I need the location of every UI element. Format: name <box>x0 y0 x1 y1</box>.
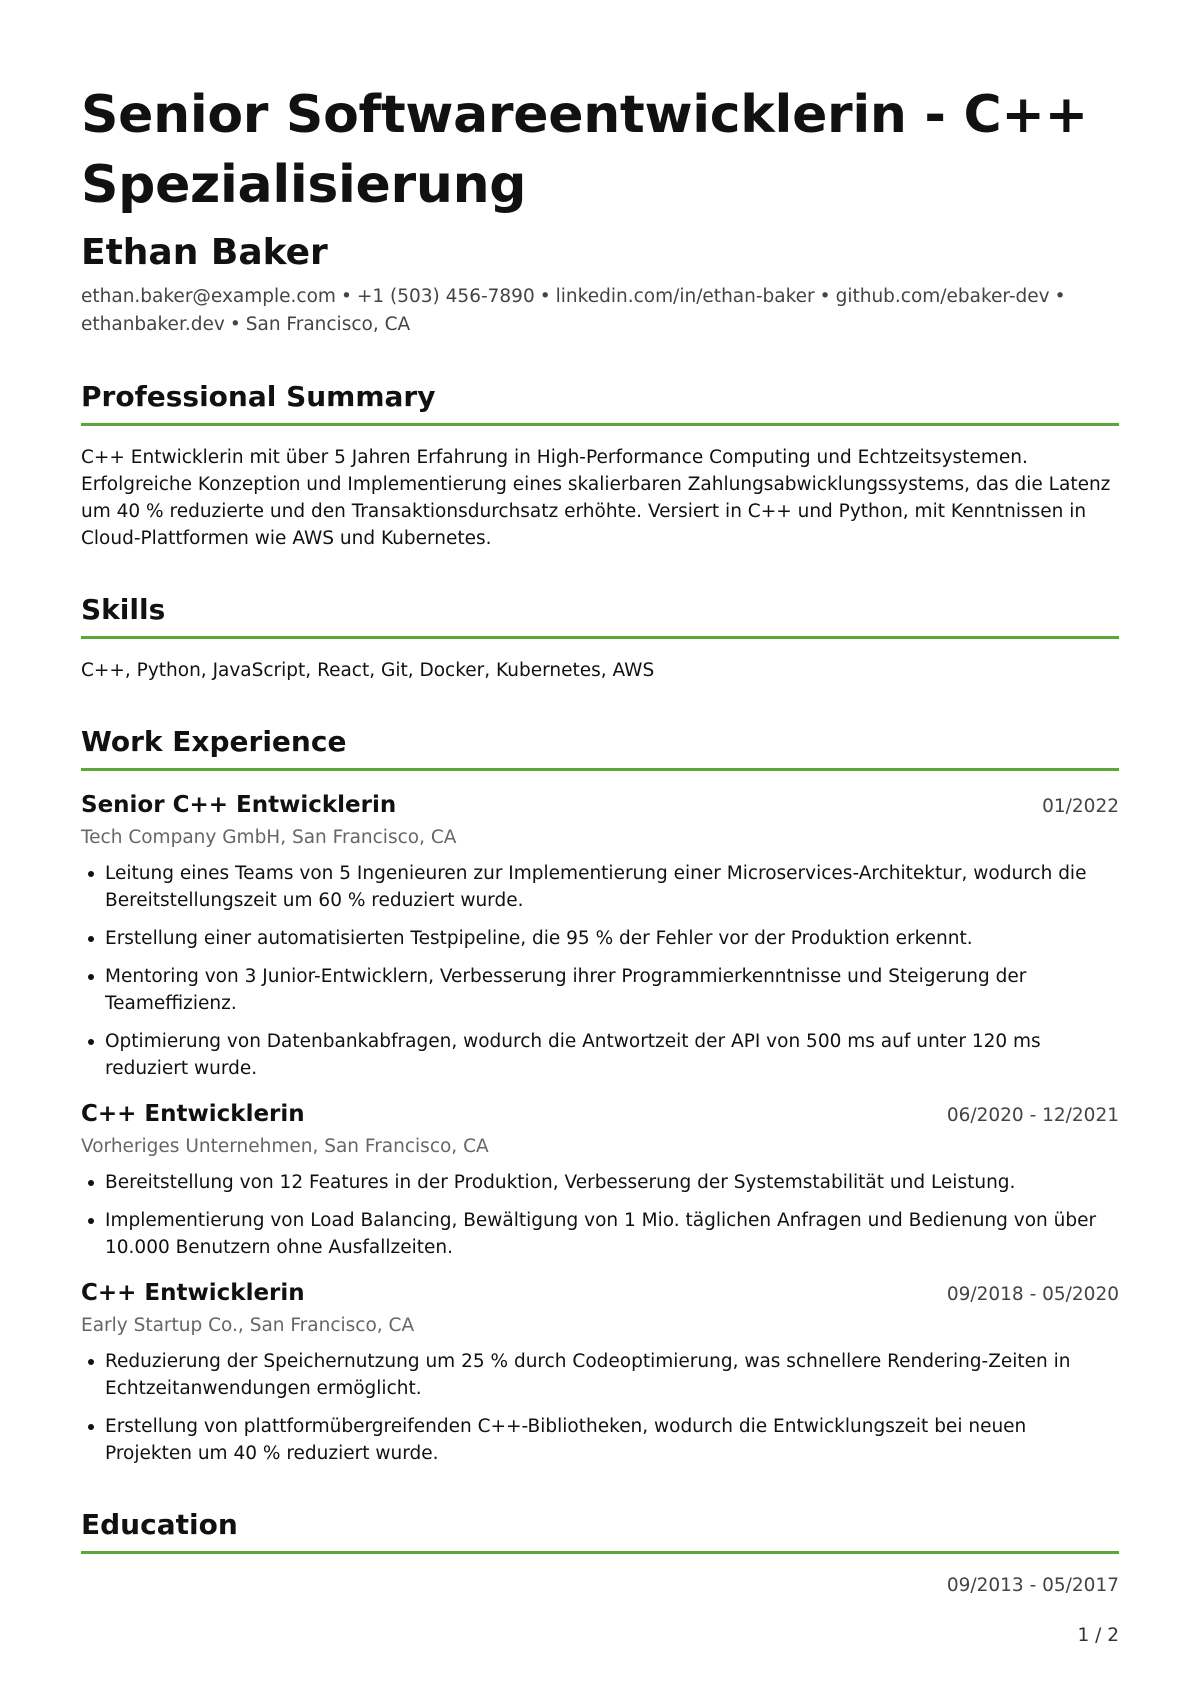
document-title: Senior Softwareentwicklerin - C++ Spezialisierung <box>81 85 1088 215</box>
bullet-text: Bereitstellung von 12 Features in der Produktion, Verbesserung der Systemstabilität und Leistung. <box>105 1172 1016 1193</box>
separator: • <box>229 314 241 335</box>
bullet-item <box>81 860 1119 914</box>
bullet-item <box>81 1028 1119 1082</box>
section-heading: Professional Summary <box>81 379 1119 426</box>
contact-linkedin[interactable]: linkedin.com/in/ethan-baker <box>555 286 815 307</box>
bullet-dot-icon <box>88 936 94 942</box>
job-company: Tech Company GmbH, San Francisco, CA <box>81 827 457 848</box>
contact-location: San Francisco, CA <box>245 314 411 335</box>
job-company: Vorheriges Unternehmen, San Francisco, CA <box>81 1136 489 1157</box>
job-company: Early Startup Co., San Francisco, CA <box>81 1315 415 1336</box>
bullet-dot-icon <box>88 1424 94 1430</box>
education-date: 09/2013 - 05/2017 <box>946 1575 1119 1596</box>
job-entry <box>81 1098 1119 1261</box>
bullet-item <box>81 1413 1119 1467</box>
bullet-item <box>81 925 1119 952</box>
contact-github[interactable]: github.com/ebaker-dev <box>835 286 1050 307</box>
job-header <box>81 789 1119 821</box>
education-entry <box>81 1572 1119 1600</box>
job-title: C++ Entwicklerin <box>81 1280 305 1306</box>
job-header <box>81 1277 1119 1309</box>
separator: • <box>1054 286 1066 307</box>
bullet-dot-icon <box>88 974 94 980</box>
section-heading: Work Experience <box>81 724 1119 771</box>
contact-phone: +1 (503) 456-7890 <box>356 286 535 307</box>
section-heading: Skills <box>81 592 1119 639</box>
bullet-dot-icon <box>88 1218 94 1224</box>
job-date: 06/2020 - 12/2021 <box>946 1105 1119 1126</box>
separator: • <box>819 286 831 307</box>
skills-text: C++, Python, JavaScript, React, Git, Docker, Kubernetes, AWS <box>81 660 655 681</box>
bullet-item <box>81 1207 1119 1261</box>
job-bullets <box>81 860 1119 1082</box>
skills-section <box>81 592 1119 684</box>
education-section <box>81 1507 1119 1600</box>
bullet-item <box>81 1348 1119 1402</box>
experience-section <box>81 724 1119 1467</box>
job-entry <box>81 1277 1119 1467</box>
job-date: 09/2018 - 05/2020 <box>946 1284 1119 1305</box>
bullet-text: Optimierung von Datenbankabfragen, wodurch die Antwortzeit der API von 500 ms auf unter 120 ms reduziert wurde. <box>105 1031 1041 1079</box>
bullet-item <box>81 963 1119 1017</box>
bullet-dot-icon <box>88 1359 94 1365</box>
job-bullets <box>81 1348 1119 1467</box>
bullet-text: Reduzierung der Speichernutzung um 25 % durch Codeoptimierung, was schnellere Rendering-Zeiten in Echtzeitanwendungen ermöglicht. <box>105 1351 1071 1399</box>
contact-website[interactable]: ethanbaker.dev <box>81 314 225 335</box>
bullet-text: Implementierung von Load Balancing, Bewältigung von 1 Mio. täglichen Anfragen und Bedienung von über 10.000 Benutzern ohne Ausfallzeiten. <box>105 1210 1097 1258</box>
job-header <box>81 1098 1119 1130</box>
bullet-text: Leitung eines Teams von 5 Ingenieuren zur Implementierung einer Microservices-Architektur, wodurch die Bereitstellungszeit um 60 % reduziert wurde. <box>105 863 1087 911</box>
job-entry <box>81 789 1119 1082</box>
resume-page <box>81 80 1119 1600</box>
job-bullets <box>81 1169 1119 1261</box>
separator: • <box>539 286 551 307</box>
bullet-text: Erstellung von plattformübergreifenden C++-Bibliotheken, wodurch die Entwicklungszeit bei neuen Projekten um 40 % reduziert wurde. <box>105 1416 1027 1464</box>
person-name: Ethan Baker <box>81 232 328 273</box>
bullet-item <box>81 1169 1119 1196</box>
section-heading: Education <box>81 1507 1119 1554</box>
job-title: C++ Entwicklerin <box>81 1101 305 1127</box>
bullet-dot-icon <box>88 871 94 877</box>
bullet-text: Erstellung einer automatisierten Testpipeline, die 95 % der Fehler vor der Produktion erkennt. <box>105 928 973 949</box>
page-number: 1 / 2 <box>1077 1625 1119 1646</box>
job-date: 01/2022 <box>1042 796 1119 817</box>
separator: • <box>340 286 352 307</box>
contact-email[interactable]: ethan.baker@example.com <box>81 286 336 307</box>
bullet-dot-icon <box>88 1039 94 1045</box>
contact-line <box>81 283 1119 339</box>
bullet-text: Mentoring von 3 Junior-Entwicklern, Verbesserung ihrer Programmierkenntnisse und Steigerung der Teameffizienz. <box>105 966 1027 1014</box>
job-title: Senior C++ Entwicklerin <box>81 792 397 818</box>
summary-text: C++ Entwicklerin mit über 5 Jahren Erfahrung in High-Performance Computing und Echtzeitsystemen. Erfolgreiche Konzeption und Implementierung eines skalierbaren Zahlungsabwicklungssystems, das die Latenz um 40 % reduzierte und den Transaktionsdurchsatz erhöhte. Versiert in C++ und Python, mit Kenntnissen in Cloud-Plattformen wie AWS und Kubernetes. <box>81 447 1111 549</box>
bullet-dot-icon <box>88 1180 94 1186</box>
summary-section <box>81 379 1119 552</box>
